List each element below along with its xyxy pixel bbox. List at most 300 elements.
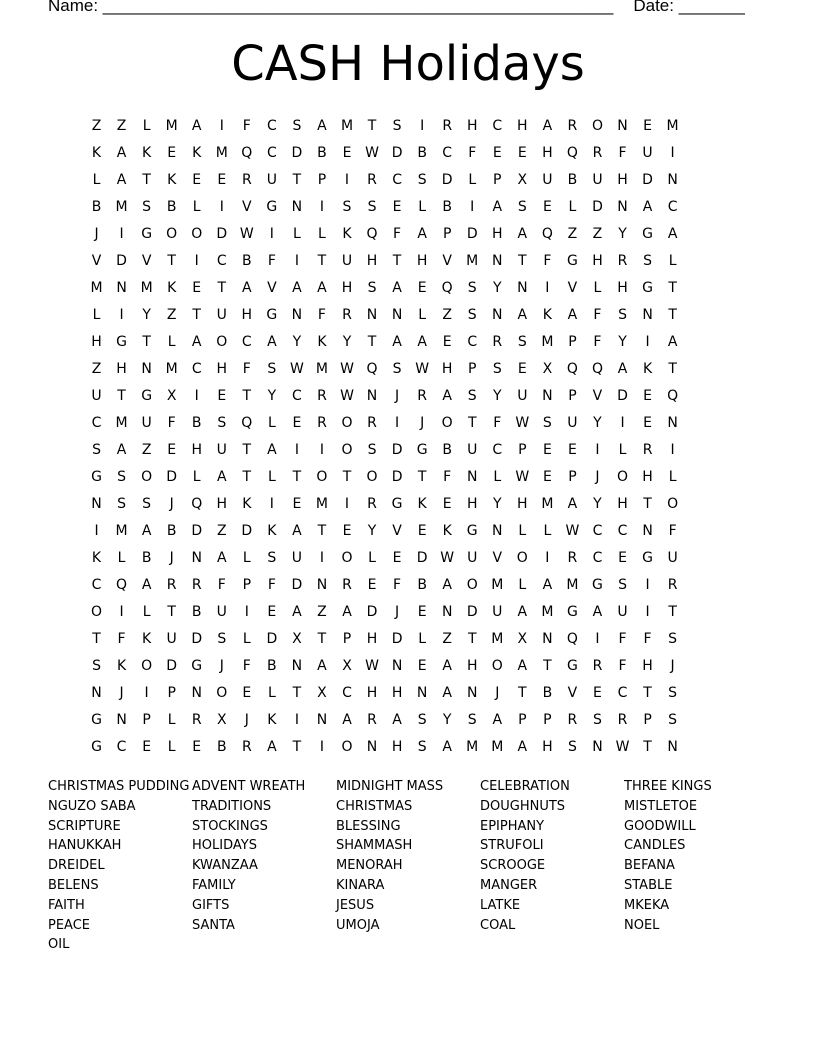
grid-letter: U: [166, 630, 177, 647]
grid-letter: H: [592, 252, 603, 269]
grid-letter: X: [166, 387, 177, 404]
grid-letter: W: [239, 225, 254, 242]
grid-letter: D: [642, 171, 653, 188]
grid-letter: Z: [116, 117, 127, 134]
grid-letter: J: [219, 657, 224, 674]
grid-letter: I: [194, 252, 199, 269]
grid-letter: B: [91, 198, 102, 215]
grid-letter: H: [366, 630, 378, 647]
grid-letter: Q: [191, 495, 203, 512]
grid-letter: T: [167, 603, 176, 620]
grid-letter: T: [668, 306, 677, 323]
grid-letter: J: [169, 549, 174, 566]
grid-letter: M: [541, 603, 554, 620]
grid-letter: P: [142, 711, 151, 728]
grid-letter: A: [392, 711, 402, 728]
grid-letter: D: [391, 144, 403, 161]
grid-letter: G: [91, 738, 102, 755]
grid-letter: Z: [317, 603, 327, 620]
grid-letter: L: [543, 522, 552, 539]
grid-letter: G: [141, 387, 153, 404]
grid-letter: S: [567, 738, 577, 755]
grid-letter: T: [292, 171, 302, 188]
grid-letter: N: [366, 738, 378, 755]
grid-row: [84, 166, 685, 193]
grid-letter: R: [567, 711, 578, 728]
grid-letter: C: [492, 117, 503, 134]
grid-letter: O: [466, 576, 478, 593]
word-list-item: EPIPHANY: [480, 818, 545, 834]
grid-letter: E: [167, 441, 177, 458]
grid-letter: A: [292, 522, 302, 539]
word-list-item: JESUS: [336, 897, 375, 913]
grid-letter: Z: [442, 306, 452, 323]
grid-row: [84, 139, 685, 166]
grid-letter: M: [491, 738, 504, 755]
grid-letter: Y: [618, 333, 627, 350]
grid-letter: O: [341, 441, 353, 458]
grid-letter: H: [517, 495, 528, 512]
grid-letter: A: [517, 738, 528, 755]
grid-letter: M: [90, 279, 103, 296]
grid-row: [84, 652, 685, 679]
grid-letter: L: [493, 468, 502, 485]
word-list-item: FAMILY: [192, 877, 236, 893]
grid-letter: S: [392, 360, 402, 377]
grid-letter: S: [417, 738, 427, 755]
grid-letter: I: [219, 117, 224, 134]
grid-letter: N: [542, 630, 553, 647]
grid-letter: K: [342, 225, 352, 242]
letter-grid: [84, 112, 685, 760]
grid-letter: O: [141, 657, 153, 674]
grid-letter: L: [167, 738, 176, 755]
grid-letter: E: [167, 144, 177, 161]
grid-letter: A: [492, 711, 503, 728]
grid-letter: K: [142, 630, 152, 647]
grid-letter: W: [365, 144, 379, 161]
grid-row: [84, 328, 685, 355]
grid-letter: P: [468, 360, 477, 377]
grid-letter: B: [166, 522, 177, 539]
grid-letter: A: [442, 657, 452, 674]
grid-letter: L: [167, 711, 176, 728]
grid-letter: C: [592, 522, 603, 539]
grid-letter: A: [517, 225, 528, 242]
grid-letter: T: [467, 630, 477, 647]
word-list-item: CANDLES: [624, 838, 686, 854]
grid-letter: B: [141, 549, 152, 566]
grid-letter: B: [442, 198, 452, 215]
grid-letter: P: [518, 441, 527, 458]
grid-letter: A: [417, 333, 427, 350]
grid-letter: I: [119, 603, 124, 620]
grid-letter: W: [340, 360, 354, 377]
grid-letter: Q: [441, 279, 453, 296]
grid-letter: T: [242, 468, 252, 485]
grid-letter: A: [267, 441, 277, 458]
grid-letter: R: [642, 441, 653, 458]
grid-letter: S: [618, 306, 627, 323]
grid-letter: Y: [492, 279, 502, 296]
grid-letter: H: [391, 738, 403, 755]
grid-letter: I: [620, 414, 625, 431]
grid-letter: I: [595, 630, 600, 647]
grid-letter: I: [545, 279, 550, 296]
grid-letter: T: [543, 657, 552, 674]
grid-letter: U: [542, 171, 553, 188]
grid-letter: M: [541, 333, 554, 350]
grid-letter: C: [266, 117, 277, 134]
grid-letter: D: [592, 198, 603, 215]
grid-letter: A: [567, 495, 578, 512]
grid-letter: S: [142, 198, 152, 215]
grid-letter: B: [317, 144, 327, 161]
grid-letter: F: [593, 333, 602, 350]
grid-letter: N: [441, 603, 453, 620]
word-list-item: STRUFOLI: [480, 838, 544, 854]
grid-letter: T: [317, 630, 327, 647]
grid-letter: H: [241, 306, 253, 323]
grid-letter: U: [291, 549, 303, 566]
grid-letter: D: [241, 522, 253, 539]
grid-letter: H: [517, 117, 528, 134]
grid-letter: D: [291, 576, 303, 593]
grid-letter: R: [367, 171, 377, 188]
grid-letter: I: [645, 576, 650, 593]
grid-row: [84, 706, 685, 733]
grid-letter: I: [269, 225, 274, 242]
word-list: [48, 777, 768, 955]
grid-letter: N: [416, 684, 428, 701]
grid-letter: M: [115, 522, 128, 539]
grid-letter: S: [417, 711, 427, 728]
grid-letter: A: [216, 468, 227, 485]
grid-letter: A: [116, 144, 127, 161]
word-list-item: PEACE: [48, 917, 91, 933]
grid-letter: A: [267, 333, 277, 350]
grid-letter: W: [440, 549, 455, 566]
grid-letter: S: [92, 657, 101, 674]
grid-letter: I: [420, 117, 425, 134]
word-list-item: HOLIDAYS: [192, 838, 257, 854]
grid-letter: T: [643, 738, 652, 755]
grid-letter: U: [592, 171, 603, 188]
grid-letter: Q: [541, 225, 553, 242]
grid-letter: A: [517, 657, 528, 674]
grid-letter: I: [244, 603, 249, 620]
grid-letter: B: [417, 576, 427, 593]
grid-letter: O: [341, 549, 353, 566]
grid-letter: A: [442, 387, 452, 404]
grid-letter: T: [292, 684, 302, 701]
grid-letter: K: [167, 279, 177, 296]
grid-letter: A: [542, 576, 553, 593]
word-list-item: SCRIPTURE: [48, 818, 121, 834]
grid-letter: C: [266, 144, 277, 161]
word-list-item: CHRISTMAS PUDDING: [48, 779, 190, 794]
grid-letter: S: [367, 441, 377, 458]
grid-letter: E: [417, 279, 427, 296]
grid-letter: C: [467, 333, 478, 350]
grid-letter: A: [442, 576, 452, 593]
grid-row: [84, 733, 685, 760]
grid-letter: T: [242, 387, 252, 404]
grid-letter: U: [567, 414, 578, 431]
grid-letter: O: [441, 414, 453, 431]
grid-letter: F: [267, 252, 276, 269]
grid-letter: U: [467, 549, 478, 566]
grid-letter: A: [667, 225, 678, 242]
grid-letter: A: [242, 279, 252, 296]
grid-letter: G: [91, 711, 102, 728]
grid-letter: Z: [216, 522, 227, 539]
grid-letter: H: [542, 738, 553, 755]
grid-letter: W: [565, 522, 580, 539]
grid-letter: D: [466, 225, 478, 242]
grid-letter: A: [617, 360, 628, 377]
grid-letter: H: [642, 468, 653, 485]
grid-letter: U: [91, 387, 102, 404]
grid-letter: F: [267, 576, 276, 593]
grid-letter: D: [441, 171, 453, 188]
grid-letter: H: [642, 657, 653, 674]
grid-letter: N: [391, 306, 403, 323]
word-list-item: KINARA: [336, 877, 385, 893]
grid-letter: X: [216, 711, 227, 728]
grid-row: [84, 571, 685, 598]
grid-letter: E: [492, 144, 502, 161]
grid-letter: W: [340, 387, 354, 404]
grid-letter: X: [517, 171, 528, 188]
grid-letter: T: [292, 738, 302, 755]
grid-letter: N: [141, 360, 152, 377]
grid-letter: A: [267, 738, 277, 755]
grid-letter: M: [165, 360, 178, 377]
grid-letter: O: [591, 117, 603, 134]
grid-letter: F: [443, 468, 452, 485]
grid-letter: K: [267, 711, 277, 728]
grid-letter: S: [342, 198, 352, 215]
word-list-item: STOCKINGS: [192, 818, 268, 834]
name-field[interactable]: Name: ______________________________________________________: [48, 0, 614, 15]
grid-letter: O: [616, 468, 629, 485]
grid-letter: N: [667, 738, 678, 755]
grid-letter: D: [191, 522, 203, 539]
word-list-item: NGUZO SABA: [48, 798, 136, 814]
grid-letter: S: [517, 333, 527, 350]
grid-letter: T: [467, 414, 477, 431]
word-list-item: COAL: [480, 917, 516, 933]
grid-letter: Y: [593, 495, 602, 512]
grid-letter: G: [141, 225, 153, 242]
grid-letter: K: [267, 522, 277, 539]
grid-letter: D: [166, 468, 178, 485]
word-list-item: BELENS: [48, 877, 99, 893]
grid-letter: E: [618, 549, 627, 566]
grid-letter: O: [341, 738, 353, 755]
grid-letter: E: [392, 549, 402, 566]
grid-letter: T: [142, 171, 151, 188]
grid-letter: R: [241, 738, 252, 755]
grid-letter: V: [267, 279, 277, 296]
grid-row: [84, 463, 685, 490]
grid-letter: G: [566, 657, 578, 674]
grid-letter: J: [670, 657, 675, 674]
grid-letter: Y: [618, 225, 627, 242]
grid-letter: T: [417, 468, 427, 485]
grid-letter: B: [166, 198, 177, 215]
grid-letter: L: [318, 225, 326, 242]
grid-row: [84, 112, 685, 139]
grid-letter: X: [342, 657, 352, 674]
grid-letter: F: [618, 630, 627, 647]
grid-letter: L: [418, 198, 427, 215]
grid-letter: G: [642, 549, 653, 566]
grid-letter: H: [617, 279, 628, 296]
grid-letter: A: [141, 576, 152, 593]
grid-letter: A: [116, 171, 127, 188]
grid-letter: Z: [592, 225, 603, 242]
grid-letter: G: [416, 441, 428, 458]
grid-letter: G: [466, 522, 478, 539]
grid-row: [84, 382, 685, 409]
grid-letter: E: [593, 684, 602, 701]
grid-letter: Q: [566, 144, 578, 161]
word-list-item: GIFTS: [192, 897, 230, 913]
grid-letter: D: [266, 630, 278, 647]
grid-letter: T: [142, 333, 151, 350]
grid-letter: F: [643, 630, 652, 647]
grid-letter: N: [291, 306, 303, 323]
grid-letter: Y: [267, 387, 277, 404]
grid-letter: S: [467, 279, 477, 296]
grid-letter: C: [116, 738, 127, 755]
grid-letter: S: [668, 684, 678, 701]
grid-letter: R: [317, 387, 327, 404]
grid-letter: S: [267, 549, 277, 566]
grid-letter: G: [116, 333, 127, 350]
grid-letter: F: [242, 117, 251, 134]
grid-letter: B: [442, 441, 452, 458]
grid-letter: L: [618, 441, 627, 458]
grid-letter: F: [317, 306, 326, 323]
grid-letter: E: [643, 414, 652, 431]
grid-letter: V: [567, 279, 578, 296]
grid-letter: S: [542, 414, 552, 431]
grid-letter: R: [317, 414, 327, 431]
grid-letter: S: [618, 576, 627, 593]
grid-letter: F: [618, 657, 627, 674]
grid-letter: U: [667, 549, 678, 566]
grid-letter: H: [116, 360, 127, 377]
grid-letter: B: [542, 684, 553, 701]
grid-letter: N: [517, 279, 528, 296]
grid-letter: H: [492, 225, 503, 242]
grid-letter: N: [116, 279, 127, 296]
grid-letter: K: [142, 144, 152, 161]
grid-letter: V: [141, 252, 152, 269]
grid-letter: M: [165, 117, 178, 134]
grid-letter: Z: [91, 117, 102, 134]
grid-letter: E: [217, 171, 227, 188]
grid-row: [84, 409, 685, 436]
grid-row: [84, 436, 685, 463]
grid-letter: T: [217, 279, 227, 296]
grid-letter: N: [391, 657, 403, 674]
grid-letter: K: [91, 144, 102, 161]
grid-letter: A: [392, 333, 402, 350]
date-field[interactable]: Date: _______: [633, 0, 745, 15]
grid-letter: I: [645, 333, 650, 350]
grid-letter: Y: [492, 387, 502, 404]
word-list-item: ADVENT WREATH: [192, 779, 306, 794]
word-list-item: MKEKA: [624, 897, 670, 913]
grid-letter: F: [242, 360, 251, 377]
word-list-item: CELEBRATION: [480, 779, 570, 794]
word-list-item: MENORAH: [336, 858, 403, 874]
grid-letter: M: [315, 495, 328, 512]
word-list-item: BEFANA: [624, 858, 675, 874]
grid-letter: F: [618, 144, 627, 161]
grid-letter: G: [566, 252, 578, 269]
grid-letter: T: [292, 468, 302, 485]
grid-letter: G: [642, 225, 653, 242]
grid-letter: M: [466, 738, 479, 755]
grid-letter: S: [367, 198, 377, 215]
grid-letter: I: [645, 603, 650, 620]
grid-letter: I: [294, 252, 299, 269]
grid-letter: R: [166, 576, 177, 593]
grid-row: [84, 193, 685, 220]
grid-letter: J: [244, 711, 249, 728]
grid-letter: H: [542, 144, 553, 161]
grid-letter: E: [292, 495, 302, 512]
grid-letter: I: [344, 495, 350, 512]
grid-letter: N: [492, 522, 503, 539]
grid-letter: E: [643, 387, 652, 404]
grid-letter: U: [642, 144, 653, 161]
grid-letter: L: [518, 576, 527, 593]
grid-letter: S: [217, 414, 227, 431]
grid-letter: I: [294, 711, 299, 728]
grid-letter: A: [317, 657, 327, 674]
grid-row: [84, 355, 685, 382]
grid-letter: B: [216, 738, 227, 755]
word-list-item: STABLE: [624, 877, 673, 893]
grid-letter: L: [518, 522, 527, 539]
grid-letter: I: [119, 306, 124, 323]
grid-letter: M: [215, 144, 228, 161]
grid-letter: S: [117, 495, 127, 512]
grid-letter: I: [294, 441, 299, 458]
grid-letter: D: [416, 549, 428, 566]
grid-letter: T: [367, 333, 377, 350]
grid-letter: L: [192, 468, 201, 485]
grid-letter: J: [420, 414, 425, 431]
grid-letter: D: [466, 603, 478, 620]
grid-letter: P: [317, 171, 327, 188]
grid-letter: E: [292, 414, 302, 431]
grid-letter: I: [269, 495, 274, 512]
grid-letter: P: [242, 576, 252, 593]
grid-letter: O: [141, 468, 153, 485]
grid-letter: W: [515, 414, 530, 431]
grid-letter: L: [242, 630, 251, 647]
grid-letter: L: [668, 468, 677, 485]
grid-letter: T: [92, 630, 101, 647]
grid-letter: H: [617, 171, 628, 188]
